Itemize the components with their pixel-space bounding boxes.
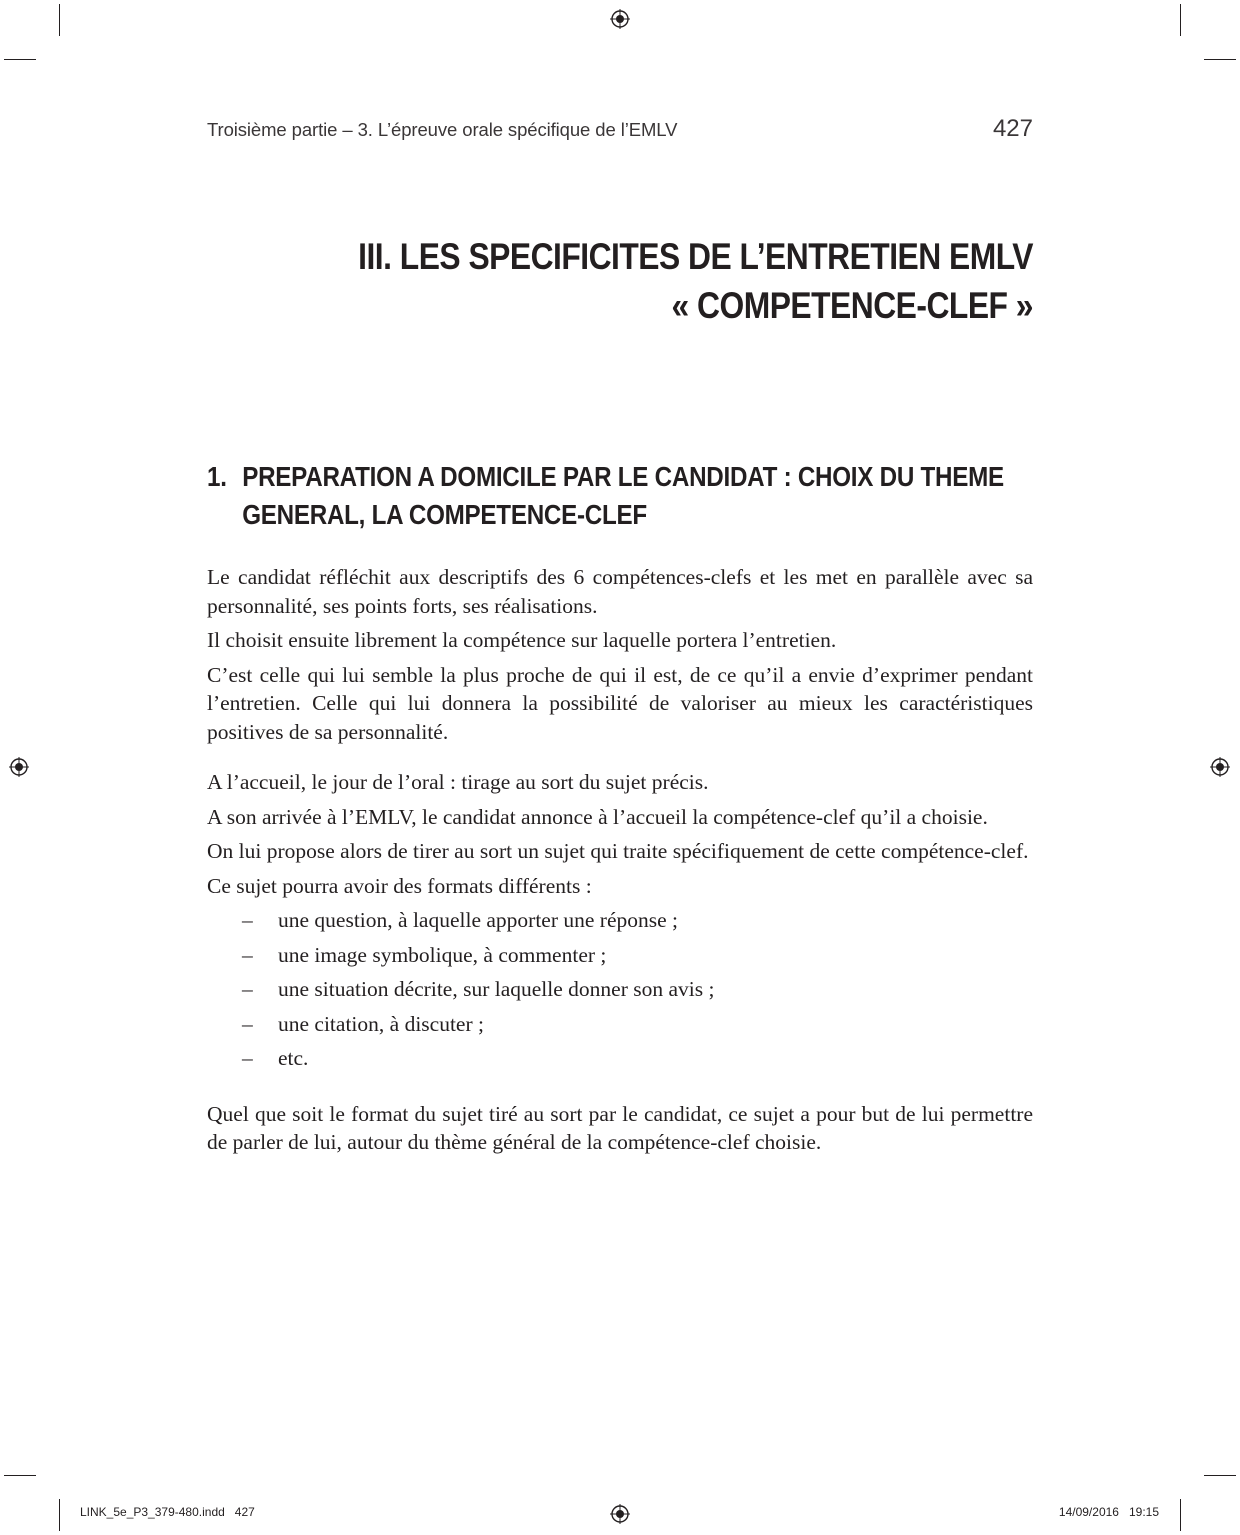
slug-date: 14/09/2016 19:15 [1058, 1505, 1159, 1519]
crop-mark-bottom-left-vertical [59, 1499, 60, 1531]
paragraph: A l’accueil, le jour de l’oral : tirage au sort du sujet précis. [207, 770, 709, 794]
list-dash: – [242, 942, 253, 967]
list-item [207, 941, 1033, 970]
paragraph: Quel que soit le format du sujet tiré au sort par le candidat, ce sujet a pour but de lui permettre de parler de lui, autour du thème général de la compétence-clef choisie. [207, 1101, 1033, 1154]
section-number: 1. [207, 461, 227, 492]
list-item-text: etc. [278, 1046, 309, 1070]
paragraph: C’est celle qui lui semble la plus proche de qui il est, de ce qu’il a envie d’exprimer pendant l’entretien. Celle qui lui donnera la possibilité de valoriser au mieux les caractéristiques positives de sa personnalité. [207, 662, 1033, 744]
chapter-title [323, 232, 1033, 330]
list-item-text: une citation, à discuter ; [278, 1011, 484, 1036]
list-item-text: une question, à laquelle apporter une réponse ; [278, 908, 678, 932]
section-title-line-1: PREPARATION A DOMICILE PAR LE CANDIDAT : CHOIX DU THEME [242, 461, 1004, 492]
list-item-text: une situation décrite, sur laquelle donner son avis ; [278, 977, 715, 1001]
list-item [207, 906, 1033, 935]
slug-file: LINK_5e_P3_379-480.indd 427 [80, 1505, 255, 1519]
list-dash: – [242, 1046, 253, 1070]
registration-mark-icon [610, 1504, 630, 1524]
format-list [207, 906, 1033, 1073]
list-item-text: une image symbolique, à commenter ; [278, 942, 607, 967]
crop-mark-top-right-vertical [1180, 4, 1181, 36]
crop-mark-top-right-horizontal [1204, 59, 1236, 60]
crop-mark-top-left-horizontal [4, 59, 36, 60]
list-dash: – [242, 977, 253, 1001]
list-item [207, 1010, 1033, 1039]
crop-mark-bottom-right-vertical [1180, 1499, 1181, 1531]
body-text [207, 563, 1033, 1163]
paragraph: On lui propose alors de tirer au sort un sujet qui traite spécifiquement de cette compétence-clef. [207, 839, 1029, 863]
registration-mark-icon [610, 9, 630, 29]
section-title-line-2: GENERAL, LA COMPETENCE-CLEF [242, 499, 647, 530]
registration-mark-icon [9, 757, 29, 777]
running-head-title: Troisième partie – 3. L’épreuve orale spécifique de l’EMLV [207, 119, 678, 140]
list-item [207, 1044, 1033, 1073]
paragraph: A son arrivée à l’EMLV, le candidat annonce à l’accueil la compétence-clef qu’il a choisie. [207, 804, 988, 829]
list-dash: – [242, 1011, 253, 1036]
chapter-title-line-2: « COMPETENCE-CLEF » [671, 285, 1033, 326]
crop-mark-bottom-right-horizontal [1204, 1475, 1236, 1476]
running-head [207, 117, 1033, 145]
section-title [207, 458, 1034, 534]
page-number: 427 [992, 115, 1033, 142]
paragraph: Ce sujet pourra avoir des formats différents : [207, 873, 592, 898]
paragraph: Le candidat réfléchit aux descriptifs des 6 compétences-clefs et les met en parallèle avec sa personnalité, ses points forts, ses réalisations. [207, 565, 1033, 618]
crop-mark-top-left-vertical [59, 4, 60, 36]
list-item [207, 975, 1033, 1004]
chapter-title-line-1: III. LES SPECIFICITES DE L’ENTRETIEN EMLV [358, 236, 1033, 277]
crop-mark-bottom-left-horizontal [4, 1475, 36, 1476]
registration-mark-icon [1210, 757, 1230, 777]
paragraph: Il choisit ensuite librement la compétence sur laquelle portera l’entretien. [207, 628, 837, 652]
list-dash: – [242, 908, 253, 932]
